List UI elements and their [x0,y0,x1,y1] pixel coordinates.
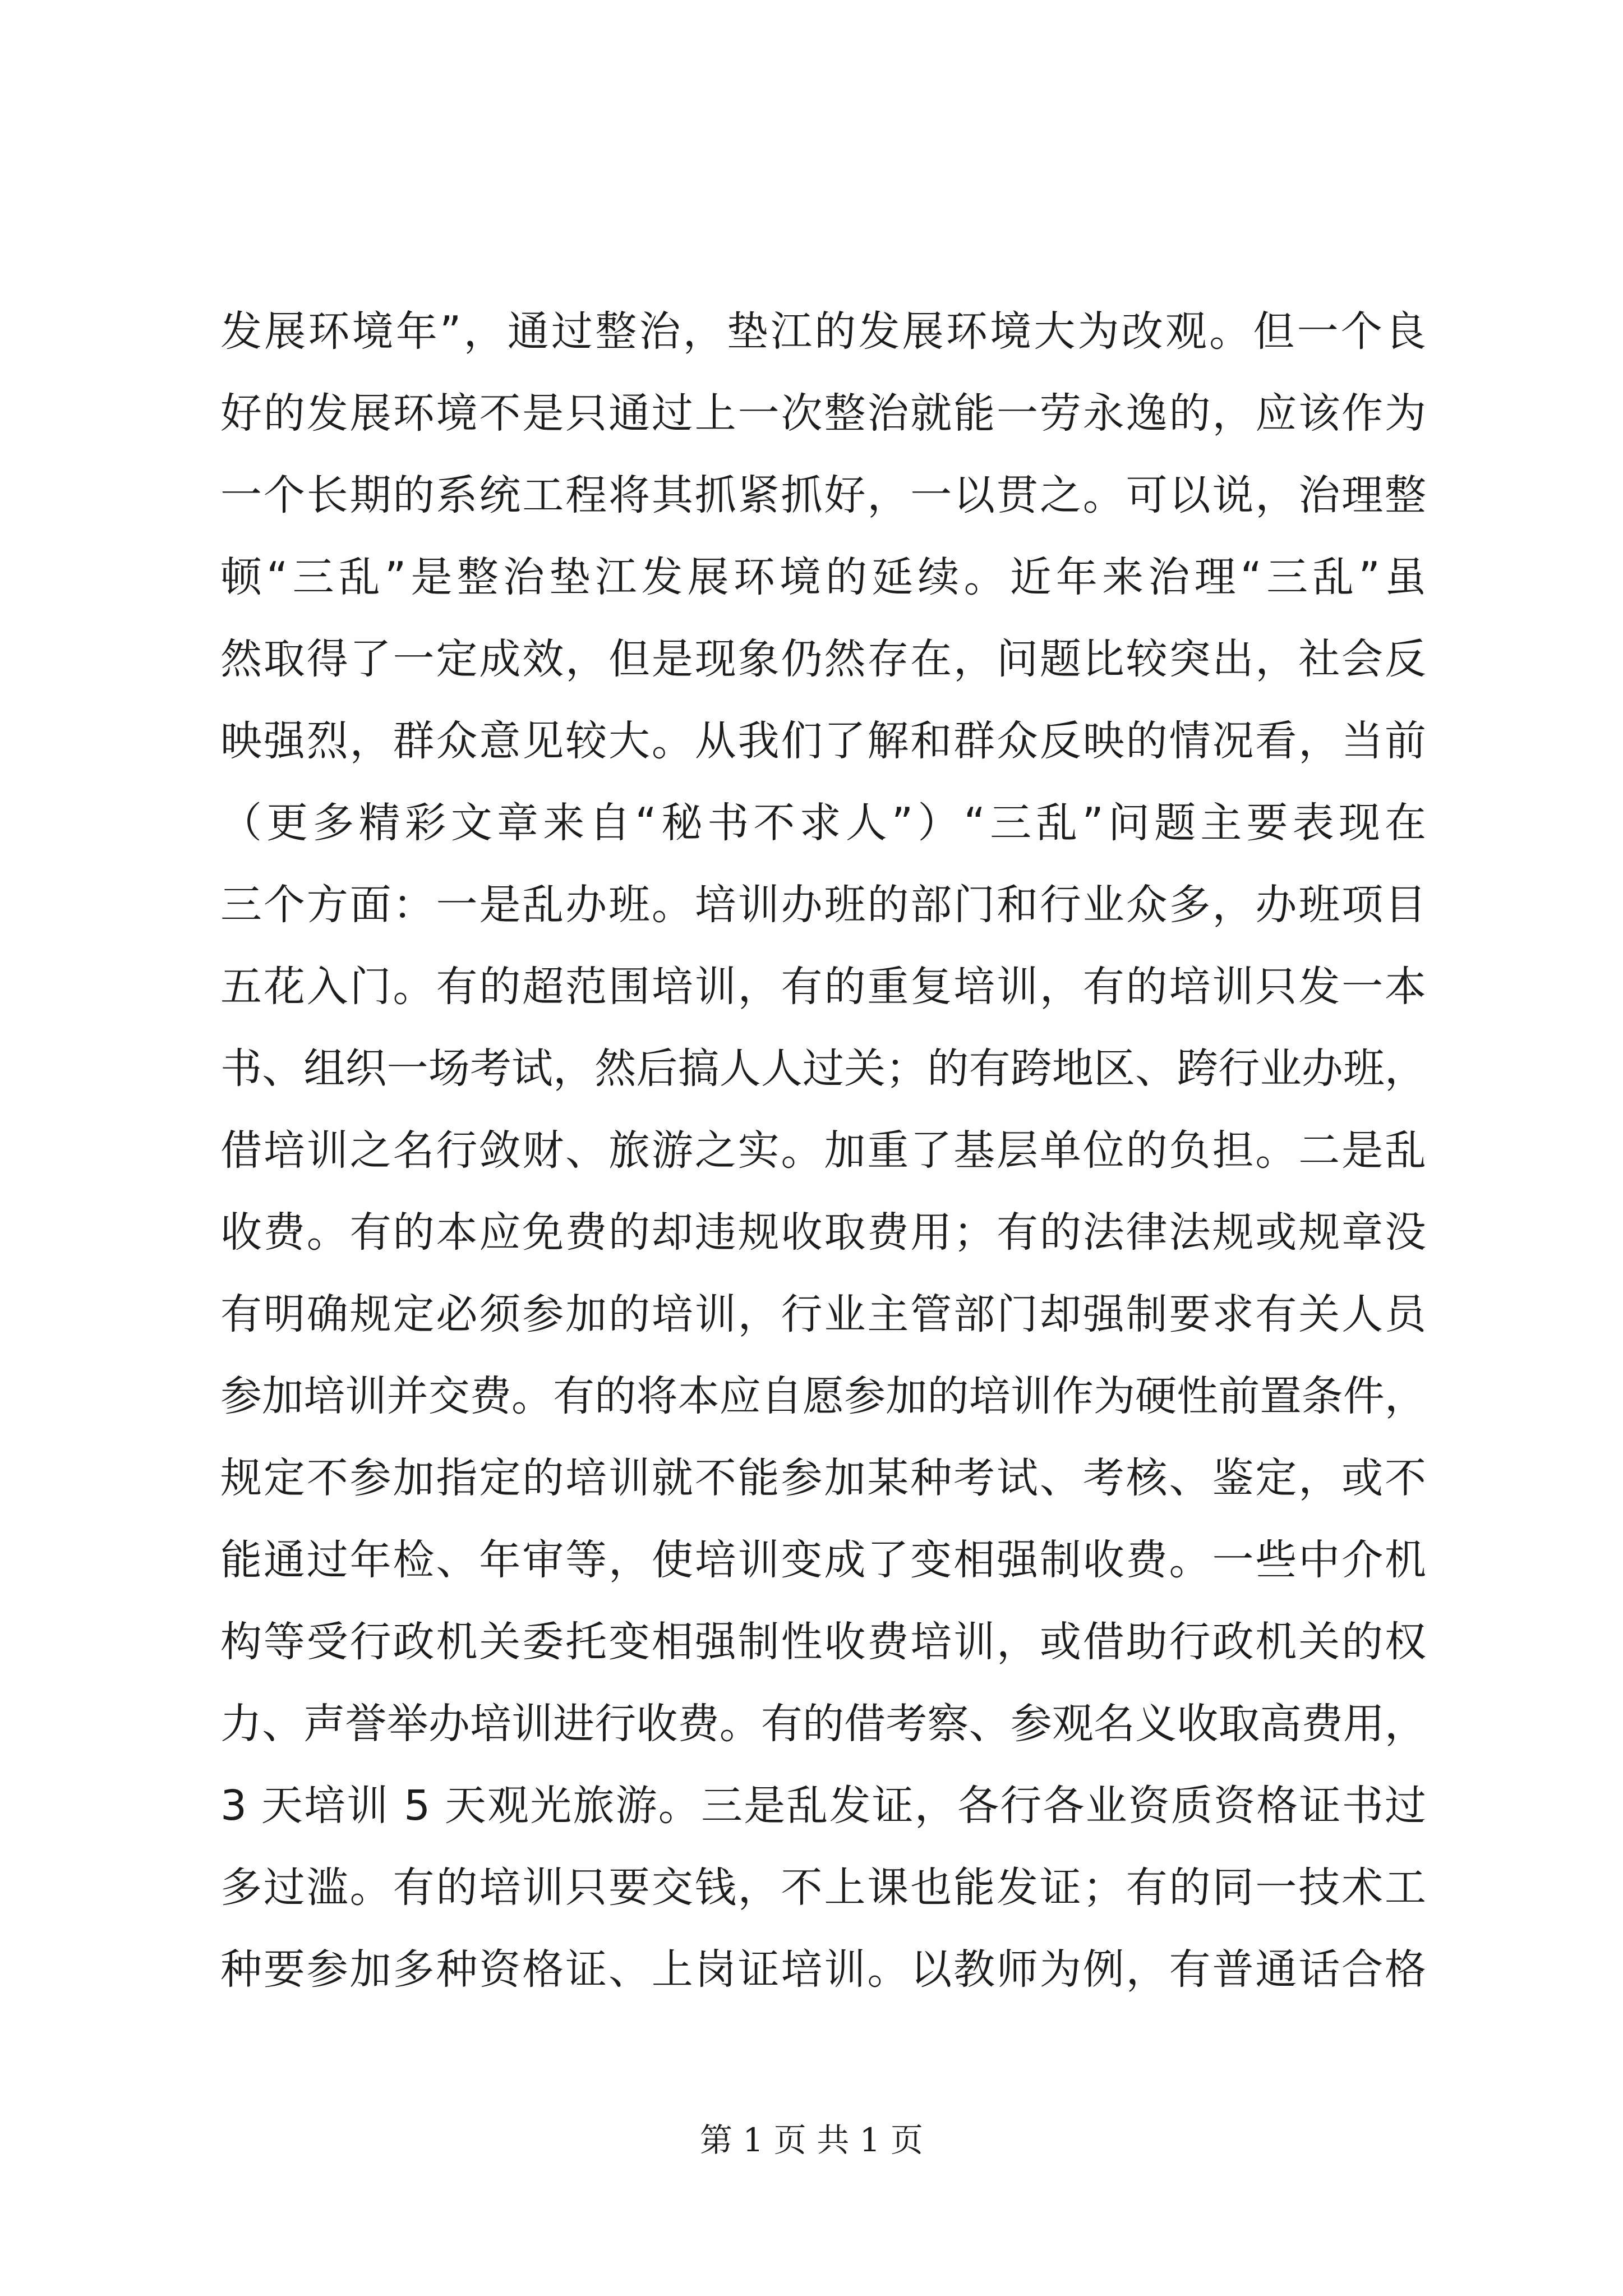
text-line: 收费。有的本应免费的却违规收取费用；有的法律法规或规章没 [220,1208,1426,1257]
text-line: 3 天培训 5 天观光旅游。三是乱发证，各行各业资质资格证书过 [220,1782,1426,1830]
text-line: 参加培训并交费。有的将本应自愿参加的培训作为硬性前置条件， [220,1372,1426,1420]
text-line: 力、声誉举办培训进行收费。有的借考察、参观名义收取高费用， [220,1700,1426,1748]
text-line: 一个长期的系统工程将其抓紧抓好，一以贯之。可以说，治理整 [220,471,1426,519]
page-footer: 第 1 页 共 1 页 [700,2121,923,2159]
document-body [220,291,1426,2010]
text-line: 发展环境年”，通过整治，垫江的发展环境大为改观。但一个良 [220,307,1426,356]
text-line: 构等受行政机关委托变相强制性收费培训，或借助行政机关的权 [220,1618,1426,1666]
text-line: 好的发展环境不是只通过上一次整治就能一劳永逸的，应该作为 [220,389,1426,438]
text-line: 书、组织一场考试，然后搞人人过关；的有跨地区、跨行业办班， [220,1045,1426,1093]
text-line: 规定不参加指定的培训就不能参加某种考试、考核、鉴定，或不 [220,1454,1426,1502]
text-line: 有明确规定必须参加的培训，行业主管部门却强制要求有关人员 [220,1290,1426,1338]
text-line: 借培训之名行敛财、旅游之实。加重了基层单位的负担。二是乱 [220,1126,1426,1175]
text-line: 顿“三乱”是整治垫江发展环境的延续。近年来治理“三乱”虽 [220,553,1426,601]
text-line: 映强烈，群众意见较大。从我们了解和群众反映的情况看，当前 [220,717,1426,765]
text-line: 然取得了一定成效，但是现象仍然存在，问题比较突出，社会反 [220,635,1426,683]
text-line: 能通过年检、年审等，使培训变成了变相强制收费。一些中介机 [220,1536,1426,1584]
text-line: 多过滥。有的培训只要交钱，不上课也能发证；有的同一技术工 [220,1864,1426,1912]
text-line: 三个方面：一是乱办班。培训办班的部门和行业众多，办班项目 [220,881,1426,929]
text-line: （更多精彩文章来自“秘书不求人”）“三乱”问题主要表现在 [220,799,1426,847]
text-line: 种要参加多种资格证、上岗证培训。以教师为例，有普通话合格 [220,1945,1426,1994]
text-line: 五花入门。有的超范围培训，有的重复培训，有的培训只发一本 [220,963,1426,1011]
